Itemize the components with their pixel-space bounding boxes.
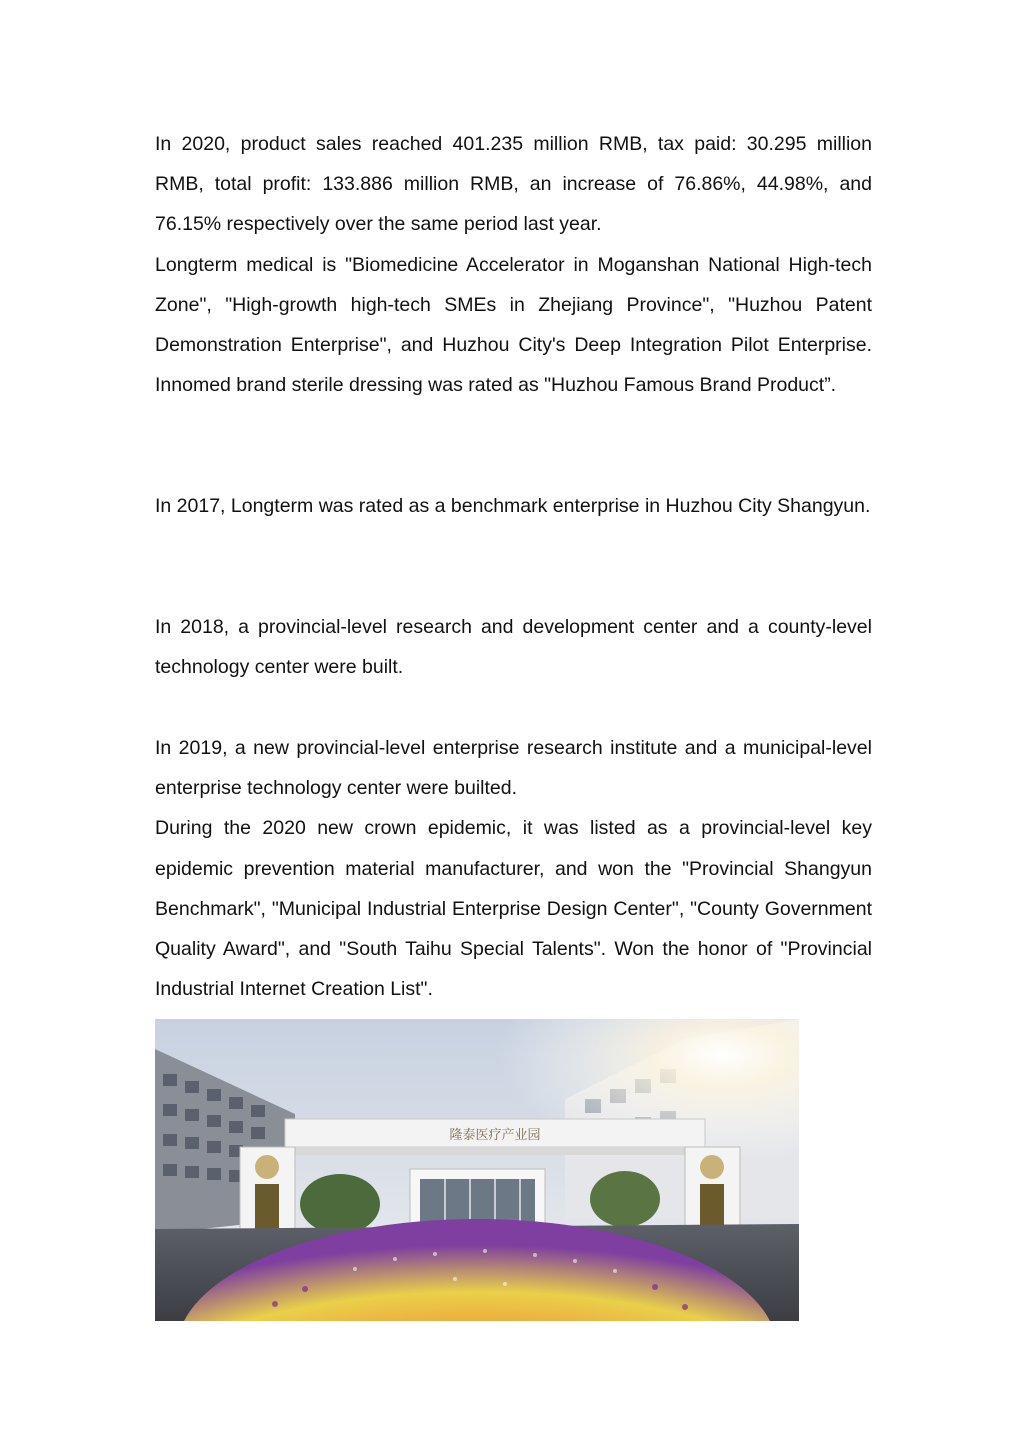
gate-sign-text: 隆泰医疗产业园	[449, 1128, 541, 1143]
text-section-2020-results	[155, 124, 872, 405]
paragraph-2019: In 2019, a new provincial-level enterprise research institute and a municipal-level enterprise technology center were builted.	[155, 737, 872, 800]
paragraph-2017: In 2017, Longterm was rated as a benchmark enterprise in Huzhou City Shangyun.	[155, 495, 871, 517]
industrial-park-gate-photo	[155, 1019, 799, 1321]
paragraph-2020-epidemic: During the 2020 new crown epidemic, it was listed as a provincial-level key epidemic prevention material manufacturer, and won the "Provincial Shangyun Benchmark", "Municipal Industrial Enterprise Design Center", "County Government Quality Award", and "South Taihu Special Talents". Won the honor of "Provincial Industrial Internet Creation List".	[155, 817, 872, 1001]
text-section-2019-2020	[155, 728, 872, 1009]
paragraph-2020-sales: In 2020, product sales reached 401.235 million RMB, tax paid: 30.295 million RMB, total profit: 133.886 million RMB, an increase of 76.86%, 44.98%, and 76.15% respectively over the same period last year.	[155, 133, 872, 236]
text-section-2017	[155, 486, 872, 526]
text-section-2018	[155, 607, 872, 687]
paragraph-honors: Longterm medical is "Biomedicine Accelerator in Moganshan National High-tech Zone", "High-growth high-tech SMEs in Zhejiang Province", "Huzhou Patent Demonstration Enterprise", and Huzhou City's Deep Integration Pilot Enterprise. Innomed brand sterile dressing was rated as "Huzhou Famous Brand Product”.	[155, 253, 872, 397]
paragraph-2018: In 2018, a provincial-level research and development center and a county-level technology center were built.	[155, 616, 872, 679]
